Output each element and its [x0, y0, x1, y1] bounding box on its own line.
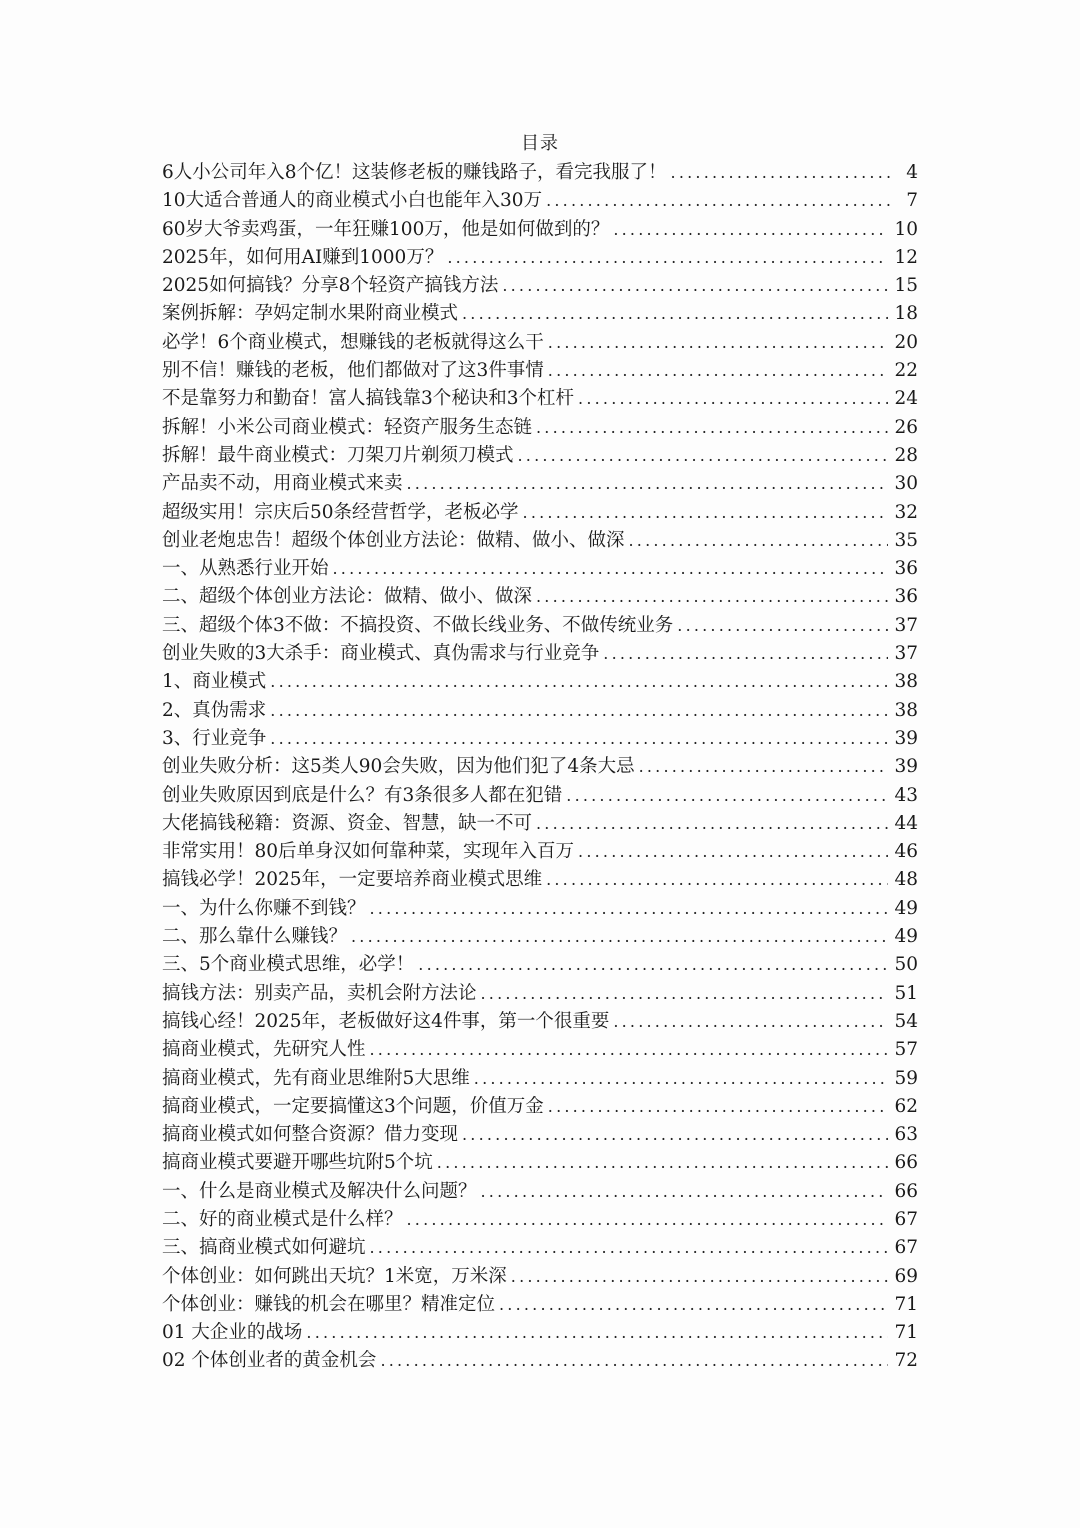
toc-entry[interactable]: [162, 866, 918, 894]
toc-entry[interactable]: [162, 385, 918, 413]
toc-entry-title: 拆解！小米公司商业模式：轻资产服务生态链: [162, 416, 533, 438]
toc-entry[interactable]: [162, 272, 918, 300]
toc-entry-title: 01 大企业的战场: [162, 1322, 303, 1344]
toc-entry-title: 搞钱必学！2025年，一定要培养商业模式思维: [162, 869, 543, 891]
toc-entry[interactable]: [162, 1121, 918, 1149]
toc-page-number: 59: [894, 1067, 918, 1089]
toc-entry[interactable]: [162, 329, 918, 357]
toc-dot-leader: [566, 782, 888, 810]
toc-dot-leader: [474, 1065, 889, 1093]
toc-entry-title: 非常实用！80后单身汉如何靠种菜，实现年入百万: [162, 841, 575, 863]
toc-entry-title: 二、好的商业模式是什么样？: [162, 1208, 403, 1230]
toc-entry-title: 案例拆解：孕妈定制水果附商业模式: [162, 303, 459, 325]
toc-dot-leader: [603, 640, 888, 668]
toc-dot-leader: [578, 838, 888, 866]
toc-entry[interactable]: [162, 640, 918, 668]
toc-entry-title: 产品卖不动，用商业模式来卖: [162, 473, 403, 495]
toc-entry-title: 搞商业模式，一定要搞懂这3个问题，价值万金: [162, 1095, 544, 1117]
toc-page-number: 67: [894, 1237, 918, 1259]
toc-entry-title: 个体创业：赚钱的机会在哪里？精准定位: [162, 1293, 496, 1315]
toc-page-number: 57: [894, 1039, 918, 1061]
toc-page-number: 37: [894, 614, 918, 636]
toc-page-number: 44: [894, 812, 918, 834]
toc-entry[interactable]: [162, 980, 918, 1008]
toc-dot-leader: [418, 951, 888, 979]
toc-entry[interactable]: [162, 1178, 918, 1206]
toc-page-number: 38: [894, 671, 918, 693]
toc-entry-title: 一、什么是商业模式及解决什么问题？: [162, 1180, 477, 1202]
toc-dot-leader: [270, 725, 888, 753]
toc-dot-leader: [380, 1347, 888, 1375]
toc-entry-title: 必学！6个商业模式，想赚钱的老板就得这么干: [162, 331, 544, 353]
toc-page-number: 63: [894, 1124, 918, 1146]
toc-page-number: 28: [894, 444, 918, 466]
toc-page-number: 15: [894, 275, 918, 297]
toc-dot-leader: [462, 300, 888, 328]
toc-page-number: 26: [894, 416, 918, 438]
toc-page-number: 10: [894, 218, 918, 240]
toc-dot-leader: [370, 1036, 889, 1064]
toc-dot-leader: [270, 668, 888, 696]
toc-entry-title: 大佬搞钱秘籍：资源、资金、智慧，缺一不可: [162, 812, 533, 834]
toc-page-number: 43: [894, 784, 918, 806]
toc-entry[interactable]: [162, 1234, 918, 1262]
toc-entry[interactable]: [162, 1263, 918, 1291]
toc-page-number: 22: [894, 360, 918, 382]
toc-dot-leader: [546, 866, 888, 894]
toc-page-number: 54: [894, 1010, 918, 1032]
toc-page-number: 71: [894, 1322, 918, 1344]
toc-entry[interactable]: [162, 1093, 918, 1121]
toc-entry[interactable]: [162, 668, 918, 696]
toc-entry[interactable]: [162, 1065, 918, 1093]
toc-dot-leader: [370, 895, 889, 923]
toc-page-number: 46: [894, 841, 918, 863]
toc-entry-title: 创业失败的3大杀手：商业模式、真伪需求与行业竞争: [162, 643, 600, 665]
toc-dot-leader: [546, 187, 894, 215]
toc-entry[interactable]: [162, 244, 918, 272]
toc-entry-title: 搞钱方法：别卖产品，卖机会附方法论: [162, 982, 477, 1004]
toc-page-number: 48: [894, 869, 918, 891]
toc-dot-leader: [536, 414, 888, 442]
toc-entry-title: 1、商业模式: [162, 671, 267, 693]
toc-entry-title: 超级实用！宗庆后50条经营哲学，老板必学: [162, 501, 519, 523]
toc-dot-leader: [333, 555, 889, 583]
toc-title: 目录: [521, 133, 559, 154]
toc-entry[interactable]: [162, 442, 918, 470]
toc-entry[interactable]: [162, 810, 918, 838]
toc-entry[interactable]: [162, 300, 918, 328]
toc-dot-leader: [407, 1206, 889, 1234]
toc-entry-title: 10大适合普通人的商业模式小白也能年入30万: [162, 190, 543, 212]
toc-page-number: 12: [894, 246, 918, 268]
toc-entry-title: 二、超级个体创业方法论：做精、做小、做深: [162, 586, 533, 608]
toc-dot-leader: [502, 272, 888, 300]
toc-entry[interactable]: [162, 1347, 918, 1375]
toc-entry[interactable]: [162, 782, 918, 810]
toc-dot-leader: [548, 357, 889, 385]
toc-entry[interactable]: [162, 1036, 918, 1064]
toc-entry-title: 别不信！赚钱的老板，他们都做对了这3件事情: [162, 360, 544, 382]
toc-dot-leader: [548, 329, 889, 357]
toc-entry[interactable]: [162, 470, 918, 498]
toc-entry-title: 搞商业模式，先研究人性: [162, 1039, 366, 1061]
toc-entry-title: 创业失败分析：这5类人90会失败，因为他们犯了4条大忌: [162, 756, 635, 778]
toc-entry-title: 搞钱心经！2025年，老板做好这4件事，第一个很重要: [162, 1010, 610, 1032]
toc-dot-leader: [481, 1178, 889, 1206]
toc-dot-leader: [351, 923, 888, 951]
toc-entry-title: 三、超级个体3不做：不搞投资、不做长线业务、不做传统业务: [162, 614, 674, 636]
toc-entry[interactable]: [162, 725, 918, 753]
toc-entry-title: 一、为什么你赚不到钱？: [162, 897, 366, 919]
toc-page-number: 66: [894, 1180, 918, 1202]
toc-entry[interactable]: [162, 612, 918, 640]
toc-page-number: 39: [894, 727, 918, 749]
toc-entry[interactable]: [162, 187, 918, 215]
toc-list: [162, 159, 918, 1376]
toc-dot-leader: [447, 244, 888, 272]
toc-entry[interactable]: [162, 895, 918, 923]
toc-entry[interactable]: [162, 216, 918, 244]
toc-page-number: 49: [894, 926, 918, 948]
toc-entry-title: 一、从熟悉行业开始: [162, 558, 329, 580]
toc-entry-title: 2025年，如何用AI赚到1000万？: [162, 246, 444, 268]
toc-page-number: 72: [894, 1350, 918, 1372]
toc-entry-title: 搞商业模式要避开哪些坑附5个坑: [162, 1152, 433, 1174]
toc-page-number: 36: [894, 586, 918, 608]
toc-page-number: 7: [906, 190, 918, 212]
toc-entry-title: 创业失败原因到底是什么？有3条很多人都在犯错: [162, 784, 563, 806]
toc-entry[interactable]: [162, 499, 918, 527]
toc-dot-leader: [523, 499, 889, 527]
toc-dot-leader: [536, 810, 888, 838]
toc-entry[interactable]: [162, 357, 918, 385]
toc-page-number: 30: [894, 473, 918, 495]
toc-page-number: 66: [894, 1152, 918, 1174]
toc-page-number: 36: [894, 558, 918, 580]
toc-dot-leader: [578, 385, 888, 413]
toc-dot-leader: [518, 442, 889, 470]
toc-dot-leader: [639, 753, 889, 781]
toc-entry[interactable]: [162, 159, 918, 187]
toc-dot-leader: [437, 1149, 889, 1177]
toc-entry-title: 60岁大爷卖鸡蛋，一年狂赚100万，他是如何做到的？: [162, 218, 610, 240]
toc-entry[interactable]: [162, 951, 918, 979]
toc-page-number: 32: [894, 501, 918, 523]
toc-entry[interactable]: [162, 1149, 918, 1177]
toc-page-number: 39: [894, 756, 918, 778]
toc-entry[interactable]: [162, 923, 918, 951]
toc-dot-leader: [462, 1121, 888, 1149]
toc-entry[interactable]: [162, 1206, 918, 1234]
toc-entry[interactable]: [162, 838, 918, 866]
toc-entry-title: 创业老炮忠告！超级个体创业方法论：做精、做小、做深: [162, 529, 625, 551]
toc-dot-leader: [613, 216, 888, 244]
toc-entry[interactable]: [162, 1291, 918, 1319]
toc-entry[interactable]: [162, 1319, 918, 1347]
toc-entry-title: 3、行业竞争: [162, 727, 267, 749]
toc-entry[interactable]: [162, 414, 918, 442]
toc-dot-leader: [499, 1291, 888, 1319]
toc-entry-title: 搞商业模式，先有商业思维附5大思维: [162, 1067, 470, 1089]
toc-entry-title: 不是靠努力和勤奋！富人搞钱靠3个秘诀和3个杠杆: [162, 388, 575, 410]
toc-entry[interactable]: [162, 527, 918, 555]
toc-dot-leader: [671, 159, 894, 187]
toc-entry-title: 个体创业：如何跳出天坑？1米宽，万米深: [162, 1265, 507, 1287]
toc-dot-leader: [548, 1093, 889, 1121]
toc-dot-leader: [613, 1008, 888, 1036]
toc-page-number: 49: [894, 897, 918, 919]
toc-entry-title: 6人小公司年入8个亿！这装修老板的赚钱路子，看完我服了！: [162, 162, 667, 183]
toc-dot-leader: [536, 583, 888, 611]
toc-page-number: 62: [894, 1095, 918, 1117]
toc-page-number: 50: [894, 954, 918, 976]
toc-dot-leader: [481, 980, 889, 1008]
toc-page-number: 18: [894, 303, 918, 325]
toc-entry-title: 三、搞商业模式如何避坑: [162, 1237, 366, 1259]
toc-entry-title: 搞商业模式如何整合资源？借力变现: [162, 1124, 459, 1146]
toc-entry[interactable]: [162, 697, 918, 725]
toc-entry-title: 2025如何搞钱？分享8个轻资产搞钱方法: [162, 275, 499, 297]
toc-dot-leader: [306, 1319, 888, 1347]
toc-page-number: 20: [894, 331, 918, 353]
toc-dot-leader: [370, 1234, 889, 1262]
toc-entry[interactable]: [162, 753, 918, 781]
toc-entry-title: 拆解！最牛商业模式：刀架刀片剃须刀模式: [162, 444, 514, 466]
toc-page-number: 24: [894, 388, 918, 410]
toc-entry-title: 三、5个商业模式思维，必学！: [162, 954, 415, 976]
toc-dot-leader: [511, 1263, 889, 1291]
toc-page-number: 67: [894, 1208, 918, 1230]
toc-page-number: 35: [894, 529, 918, 551]
toc-dot-leader: [270, 697, 888, 725]
toc-page-number: 38: [894, 699, 918, 721]
toc-dot-leader: [677, 612, 888, 640]
toc-page-number: 51: [894, 982, 918, 1004]
toc-entry-title: 二、那么靠什么赚钱？: [162, 926, 348, 948]
toc-page-number: 4: [906, 162, 918, 183]
toc-page-number: 69: [894, 1265, 918, 1287]
toc-entry[interactable]: [162, 583, 918, 611]
toc-entry-title: 2、真伪需求: [162, 699, 267, 721]
toc-entry[interactable]: [162, 1008, 918, 1036]
toc-page-number: 37: [894, 643, 918, 665]
toc-entry[interactable]: [162, 555, 918, 583]
toc-entry-title: 02 个体创业者的黄金机会: [162, 1350, 377, 1372]
toc-dot-leader: [629, 527, 889, 555]
toc-dot-leader: [407, 470, 889, 498]
toc-page-number: 71: [894, 1293, 918, 1315]
